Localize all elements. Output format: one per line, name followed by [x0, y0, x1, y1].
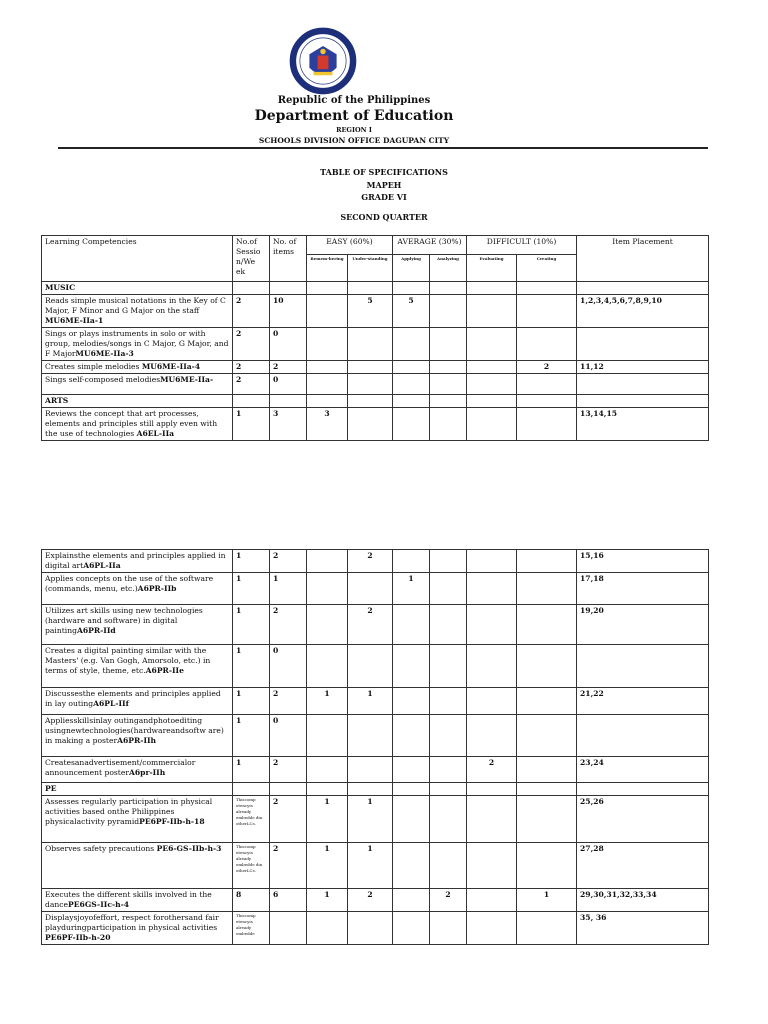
- understanding-cell: [348, 573, 393, 605]
- section-label: PE: [42, 783, 233, 796]
- placement-cell: 29,30,31,32,33,34: [577, 889, 709, 912]
- competency-code: MU6ME-IIa-4: [141, 362, 201, 371]
- competency-code: MU6ME-IIa-3: [75, 349, 134, 358]
- items-cell: 0: [270, 374, 307, 395]
- competency-cell: [42, 550, 233, 573]
- empty-cell: [467, 395, 517, 408]
- table-row: [42, 757, 709, 783]
- analyzing-cell: [430, 715, 467, 757]
- competency-code: PE6PF-IIb-h-20: [45, 933, 111, 942]
- competency-code: PE6PF-IIb-h-18: [139, 817, 205, 826]
- applying-cell: [393, 605, 430, 645]
- section-row: [42, 282, 709, 295]
- competency-cell: [42, 688, 233, 715]
- creating-cell: [517, 573, 577, 605]
- empty-cell: [517, 783, 577, 796]
- division-heading: SCHOOLS DIVISION OFFICE DAGUPAN CITY: [258, 136, 450, 145]
- placement-cell: [577, 715, 709, 757]
- empty-cell: [348, 783, 393, 796]
- creating-cell: [517, 295, 577, 328]
- analyzing-cell: [430, 605, 467, 645]
- table-row: [42, 889, 709, 912]
- table-row: [42, 912, 709, 945]
- understanding-cell: 1: [348, 688, 393, 715]
- table-row: [42, 645, 709, 688]
- competency-text: Creates a digital painting similar with the Masters' (e.g. Van Gogh, Amorsolo, etc.) in terms of style, theme, etc.: [45, 646, 211, 675]
- competency-cell: [42, 295, 233, 328]
- analyzing-cell: [430, 374, 467, 395]
- analyzing-cell: [430, 408, 467, 441]
- remembering-cell: [307, 374, 348, 395]
- section-row: [42, 783, 709, 796]
- analyzing-cell: [430, 757, 467, 783]
- competency-text: Reviews the concept that art processes, elements and principles still apply even with the use of technologies: [45, 409, 218, 438]
- placement-cell: 13,14,15: [577, 408, 709, 441]
- understanding-cell: 5: [348, 295, 393, 328]
- understanding-cell: [348, 912, 393, 945]
- evaluating-cell: [467, 645, 517, 688]
- specification-table-part-2: [41, 549, 709, 945]
- placement-cell: 1,2,3,4,5,6,7,8,9,10: [577, 295, 709, 328]
- evaluating-cell: 2: [467, 757, 517, 783]
- table-row: [42, 688, 709, 715]
- empty-cell: [307, 282, 348, 295]
- remembering-cell: 1: [307, 843, 348, 889]
- evaluating-cell: [467, 605, 517, 645]
- competency-code: MU6ME-IIa-1: [45, 316, 104, 325]
- header-understanding: Under-standing: [348, 255, 393, 282]
- header-applying: Applying: [393, 255, 430, 282]
- header-competencies: Learning Competencies: [42, 236, 233, 282]
- remembering-cell: [307, 295, 348, 328]
- remembering-cell: [307, 573, 348, 605]
- competency-cell: [42, 374, 233, 395]
- placement-cell: 27,28: [577, 843, 709, 889]
- sessions-cell: 1: [233, 573, 270, 605]
- evaluating-cell: [467, 715, 517, 757]
- remembering-cell: [307, 361, 348, 374]
- header-creating: Creating: [517, 255, 577, 282]
- understanding-cell: [348, 408, 393, 441]
- evaluating-cell: [467, 374, 517, 395]
- sessions-cell: 1: [233, 757, 270, 783]
- empty-cell: [430, 282, 467, 295]
- analyzing-cell: [430, 843, 467, 889]
- evaluating-cell: [467, 361, 517, 374]
- creating-cell: [517, 408, 577, 441]
- placement-cell: 17,18: [577, 573, 709, 605]
- applying-cell: [393, 408, 430, 441]
- section-label: MUSIC: [42, 282, 233, 295]
- understanding-cell: [348, 645, 393, 688]
- specification-table-part-1: [41, 235, 709, 441]
- remembering-cell: 3: [307, 408, 348, 441]
- applying-cell: [393, 688, 430, 715]
- competency-text: Creates simple melodies: [45, 362, 142, 371]
- table-row: [42, 573, 709, 605]
- remembering-cell: [307, 715, 348, 757]
- section-label: ARTS: [42, 395, 233, 408]
- sessions-cell: 1: [233, 408, 270, 441]
- remembering-cell: 1: [307, 796, 348, 843]
- understanding-cell: 1: [348, 796, 393, 843]
- sessions-cell: 1: [233, 645, 270, 688]
- evaluating-cell: [467, 573, 517, 605]
- competency-text: Reads simple musical notations in the Key of C Major, F Minor and G Major on the staff: [45, 296, 226, 315]
- table-row: [42, 843, 709, 889]
- competency-cell: [42, 843, 233, 889]
- creating-cell: [517, 605, 577, 645]
- competency-code: A6PL-IIf: [93, 699, 129, 708]
- competency-cell: [42, 645, 233, 688]
- table-row: [42, 550, 709, 573]
- competency-code: A6PR-IIb: [137, 584, 177, 593]
- sessions-cell: Thiscomp etencyis already embedde din otherLCs.: [233, 796, 270, 843]
- evaluating-cell: [467, 688, 517, 715]
- republic-heading: Republic of the Philippines: [277, 95, 431, 106]
- items-cell: 2: [270, 757, 307, 783]
- table-row: [42, 295, 709, 328]
- remembering-cell: [307, 605, 348, 645]
- placement-cell: 25,26: [577, 796, 709, 843]
- header-placement: Item Placement: [577, 236, 709, 282]
- analyzing-cell: [430, 912, 467, 945]
- applying-cell: [393, 843, 430, 889]
- empty-cell: [307, 783, 348, 796]
- table-row: [42, 715, 709, 757]
- applying-cell: [393, 645, 430, 688]
- applying-cell: [393, 889, 430, 912]
- remembering-cell: 1: [307, 688, 348, 715]
- empty-cell: [233, 783, 270, 796]
- placement-cell: 11,12: [577, 361, 709, 374]
- analyzing-cell: [430, 361, 467, 374]
- grade-title: GRADE VI: [361, 192, 407, 202]
- creating-cell: [517, 374, 577, 395]
- applying-cell: [393, 912, 430, 945]
- table-row: [42, 408, 709, 441]
- header-divider: [58, 147, 708, 149]
- empty-cell: [270, 282, 307, 295]
- table-row: [42, 374, 709, 395]
- sessions-cell: 2: [233, 328, 270, 361]
- competency-cell: [42, 715, 233, 757]
- competency-text: Discussesthe elements and principles applied in lay outing: [45, 689, 221, 708]
- evaluating-cell: [467, 328, 517, 361]
- competency-code: PE6-GS-IIb-h-3: [156, 844, 222, 853]
- competency-text: Applies concepts on the use of the software (commands, menu, etc.): [45, 574, 214, 593]
- analyzing-cell: [430, 645, 467, 688]
- sessions-cell: 1: [233, 550, 270, 573]
- competency-cell: [42, 912, 233, 945]
- empty-cell: [517, 282, 577, 295]
- applying-cell: [393, 374, 430, 395]
- empty-cell: [393, 395, 430, 408]
- empty-cell: [348, 282, 393, 295]
- competency-code: A6PR-IIh: [117, 736, 157, 745]
- header-evaluating: Evaluating: [467, 255, 517, 282]
- empty-cell: [467, 282, 517, 295]
- empty-cell: [577, 783, 709, 796]
- empty-cell: [577, 282, 709, 295]
- region-heading: REGION I: [336, 126, 372, 134]
- evaluating-cell: [467, 408, 517, 441]
- header-easy: EASY (60%): [307, 236, 393, 255]
- competency-code: PE6GS-IIc-h-4: [68, 900, 130, 909]
- competency-cell: [42, 361, 233, 374]
- competency-cell: [42, 889, 233, 912]
- creating-cell: [517, 645, 577, 688]
- items-cell: 3: [270, 408, 307, 441]
- empty-cell: [233, 395, 270, 408]
- understanding-cell: [348, 715, 393, 757]
- competency-code: A6pr-IIh: [128, 768, 166, 777]
- applying-cell: [393, 550, 430, 573]
- competency-cell: [42, 408, 233, 441]
- placement-cell: [577, 328, 709, 361]
- creating-cell: 2: [517, 361, 577, 374]
- items-cell: 6: [270, 889, 307, 912]
- items-cell: 1: [270, 573, 307, 605]
- competency-text: Appliesskillsinlay outingandphotoediting usingnewtechnologies(hardwareandsoftw are) in making a poster: [45, 716, 224, 745]
- creating-cell: [517, 688, 577, 715]
- competency-text: Observes safety precautions: [45, 844, 157, 853]
- empty-cell: [577, 395, 709, 408]
- competency-cell: [42, 605, 233, 645]
- evaluating-cell: [467, 889, 517, 912]
- header-sessions: No.of Sessio n/We ek: [233, 236, 270, 282]
- understanding-cell: 2: [348, 605, 393, 645]
- competency-cell: [42, 757, 233, 783]
- creating-cell: [517, 843, 577, 889]
- placement-cell: 35, 36: [577, 912, 709, 945]
- empty-cell: [270, 395, 307, 408]
- table-row: [42, 361, 709, 374]
- document-title: TABLE OF SPECIFICATIONS: [320, 167, 448, 177]
- evaluating-cell: [467, 295, 517, 328]
- competency-code: A6PR-IId: [76, 626, 116, 635]
- competency-text: Assesses regularly participation in physical activities based onthe Philippines physicalactivity pyramid: [45, 797, 213, 826]
- understanding-cell: [348, 361, 393, 374]
- competency-text: Sings or plays instruments in solo or with group, melodies/songs in C Major, G Major, and F Major: [45, 329, 229, 358]
- analyzing-cell: [430, 573, 467, 605]
- understanding-cell: 1: [348, 843, 393, 889]
- sessions-cell: 1: [233, 605, 270, 645]
- understanding-cell: [348, 328, 393, 361]
- sessions-cell: 1: [233, 715, 270, 757]
- understanding-cell: [348, 757, 393, 783]
- understanding-cell: 2: [348, 889, 393, 912]
- placement-cell: [577, 374, 709, 395]
- applying-cell: [393, 361, 430, 374]
- understanding-cell: 2: [348, 550, 393, 573]
- analyzing-cell: [430, 550, 467, 573]
- table-row: [42, 796, 709, 843]
- items-cell: 2: [270, 605, 307, 645]
- items-cell: 0: [270, 328, 307, 361]
- competency-text: Executes the different skills involved in the dance: [45, 890, 212, 909]
- header-remembering: Remem-bering: [307, 255, 348, 282]
- competency-text: Displaysjoyofeffort, respect forothersand fair playduringparticipation in physical activities: [45, 913, 219, 932]
- competency-code: A6EL-IIa: [136, 429, 175, 438]
- deped-seal-logo: [289, 27, 357, 95]
- placement-cell: 15,16: [577, 550, 709, 573]
- placement-cell: [577, 645, 709, 688]
- remembering-cell: 1: [307, 889, 348, 912]
- competency-cell: [42, 573, 233, 605]
- items-cell: 2: [270, 361, 307, 374]
- evaluating-cell: [467, 796, 517, 843]
- empty-cell: [233, 282, 270, 295]
- competency-code: MU6ME-IIa-: [160, 375, 214, 384]
- sessions-cell: 2: [233, 361, 270, 374]
- competency-cell: [42, 328, 233, 361]
- header-difficult: DIFFICULT (10%): [467, 236, 577, 255]
- remembering-cell: [307, 550, 348, 573]
- items-cell: 2: [270, 796, 307, 843]
- applying-cell: 1: [393, 573, 430, 605]
- competency-code: A6PR-IIe: [145, 666, 184, 675]
- analyzing-cell: [430, 688, 467, 715]
- creating-cell: [517, 715, 577, 757]
- sessions-cell: Thiscomp etencyis already embedde: [233, 912, 270, 945]
- competency-text: Explainsthe elements and principles applied in digital art: [45, 551, 226, 570]
- subject-title: MAPEH: [366, 180, 402, 190]
- placement-cell: 23,24: [577, 757, 709, 783]
- sessions-cell: 2: [233, 374, 270, 395]
- empty-cell: [270, 783, 307, 796]
- table-row: [42, 328, 709, 361]
- department-heading: Department of Education: [254, 108, 454, 124]
- items-cell: 2: [270, 688, 307, 715]
- competency-text: Createsanadvertisement/commercialor announcement poster: [45, 758, 196, 777]
- empty-cell: [393, 282, 430, 295]
- evaluating-cell: [467, 912, 517, 945]
- creating-cell: [517, 912, 577, 945]
- competency-text: Sings self-composed melodies: [45, 375, 161, 384]
- empty-cell: [393, 783, 430, 796]
- sessions-cell: 8: [233, 889, 270, 912]
- empty-cell: [430, 395, 467, 408]
- header-items: No. of items: [270, 236, 307, 282]
- applying-cell: [393, 328, 430, 361]
- remembering-cell: [307, 912, 348, 945]
- creating-cell: [517, 550, 577, 573]
- table-row: [42, 605, 709, 645]
- remembering-cell: [307, 328, 348, 361]
- placement-cell: 21,22: [577, 688, 709, 715]
- section-row: [42, 395, 709, 408]
- creating-cell: [517, 328, 577, 361]
- analyzing-cell: [430, 328, 467, 361]
- analyzing-cell: [430, 295, 467, 328]
- evaluating-cell: [467, 843, 517, 889]
- creating-cell: [517, 796, 577, 843]
- items-cell: 0: [270, 715, 307, 757]
- items-cell: 2: [270, 550, 307, 573]
- empty-cell: [430, 783, 467, 796]
- understanding-cell: [348, 374, 393, 395]
- empty-cell: [517, 395, 577, 408]
- items-cell: 0: [270, 645, 307, 688]
- remembering-cell: [307, 645, 348, 688]
- header-average: AVERAGE (30%): [393, 236, 467, 255]
- analyzing-cell: 2: [430, 889, 467, 912]
- competency-cell: [42, 796, 233, 843]
- applying-cell: 5: [393, 295, 430, 328]
- sessions-cell: Thiscomp etencyis already embedde din otherLCs.: [233, 843, 270, 889]
- analyzing-cell: [430, 796, 467, 843]
- empty-cell: [348, 395, 393, 408]
- header-analyzing: Analyzing: [430, 255, 467, 282]
- empty-cell: [307, 395, 348, 408]
- evaluating-cell: [467, 550, 517, 573]
- remembering-cell: [307, 757, 348, 783]
- creating-cell: [517, 757, 577, 783]
- items-cell: [270, 912, 307, 945]
- competency-text: Utilizes art skills using new technologies (hardware and software) in digital painting: [45, 606, 203, 635]
- applying-cell: [393, 796, 430, 843]
- sessions-cell: 2: [233, 295, 270, 328]
- empty-cell: [467, 783, 517, 796]
- creating-cell: 1: [517, 889, 577, 912]
- items-cell: 2: [270, 843, 307, 889]
- competency-code: A6PL-IIa: [83, 561, 121, 570]
- items-cell: 10: [270, 295, 307, 328]
- placement-cell: 19,20: [577, 605, 709, 645]
- sessions-cell: 1: [233, 688, 270, 715]
- applying-cell: [393, 757, 430, 783]
- quarter-title: SECOND QUARTER: [340, 212, 428, 222]
- applying-cell: [393, 715, 430, 757]
